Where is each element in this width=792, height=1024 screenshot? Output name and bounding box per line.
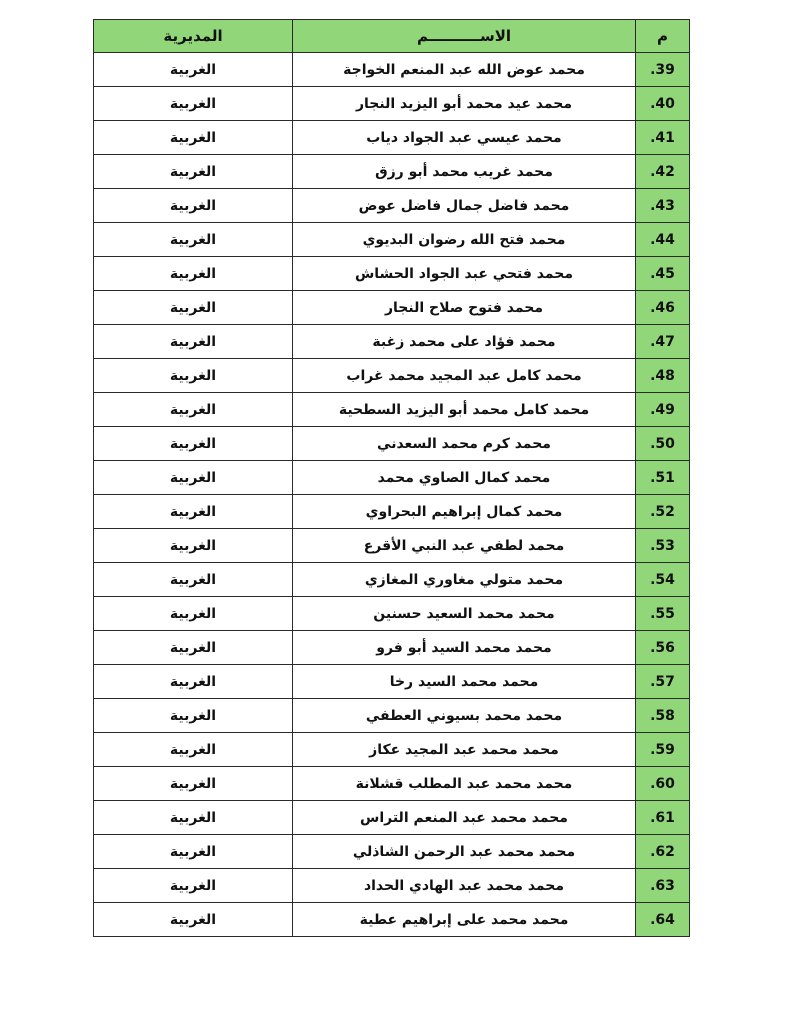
row-directorate: الغربية <box>94 359 293 393</box>
row-number: .56 <box>636 631 690 665</box>
row-name: محمد كامل عبد المجيد محمد غراب <box>293 359 636 393</box>
table-row <box>94 291 690 325</box>
row-name: محمد عوض الله عبد المنعم الخواجة <box>293 53 636 87</box>
row-number: .43 <box>636 189 690 223</box>
row-number: .54 <box>636 563 690 597</box>
row-directorate: الغربية <box>94 427 293 461</box>
row-directorate: الغربية <box>94 733 293 767</box>
table-row <box>94 869 690 903</box>
row-number: .64 <box>636 903 690 937</box>
header-directorate: المديرية <box>94 20 293 53</box>
table-row <box>94 223 690 257</box>
table-row <box>94 393 690 427</box>
row-number: .63 <box>636 869 690 903</box>
table-row <box>94 87 690 121</box>
row-directorate: الغربية <box>94 529 293 563</box>
row-name: محمد محمد عبد الرحمن الشاذلي <box>293 835 636 869</box>
row-directorate: الغربية <box>94 393 293 427</box>
row-directorate: الغربية <box>94 597 293 631</box>
table-row <box>94 53 690 87</box>
row-number: .40 <box>636 87 690 121</box>
row-number: .48 <box>636 359 690 393</box>
row-name: محمد فتوح صلاح النجار <box>293 291 636 325</box>
row-directorate: الغربية <box>94 53 293 87</box>
table-row <box>94 189 690 223</box>
row-number: .49 <box>636 393 690 427</box>
row-name: محمد محمد عبد الهادي الحداد <box>293 869 636 903</box>
row-directorate: الغربية <box>94 461 293 495</box>
table-row <box>94 427 690 461</box>
row-number: .47 <box>636 325 690 359</box>
table-row <box>94 529 690 563</box>
table-row <box>94 801 690 835</box>
row-name: محمد لطفي عبد النبي الأقرع <box>293 529 636 563</box>
row-number: .39 <box>636 53 690 87</box>
row-directorate: الغربية <box>94 155 293 189</box>
row-number: .42 <box>636 155 690 189</box>
row-directorate: الغربية <box>94 563 293 597</box>
table-row <box>94 699 690 733</box>
row-number: .46 <box>636 291 690 325</box>
header-number: م <box>636 20 690 53</box>
header-row <box>94 20 690 53</box>
row-name: محمد كمال الصاوي محمد <box>293 461 636 495</box>
row-name: محمد محمد على إبراهيم عطية <box>293 903 636 937</box>
row-name: محمد متولي مغاوري المغازي <box>293 563 636 597</box>
row-name: محمد غريب محمد أبو رزق <box>293 155 636 189</box>
row-number: .57 <box>636 665 690 699</box>
row-name: محمد فاضل جمال فاضل عوض <box>293 189 636 223</box>
row-directorate: الغربية <box>94 801 293 835</box>
row-name: محمد فتحي عبد الجواد الحشاش <box>293 257 636 291</box>
row-number: .59 <box>636 733 690 767</box>
row-number: .50 <box>636 427 690 461</box>
table-row <box>94 903 690 937</box>
table-row <box>94 835 690 869</box>
row-directorate: الغربية <box>94 257 293 291</box>
table-row <box>94 767 690 801</box>
row-directorate: الغربية <box>94 495 293 529</box>
row-number: .60 <box>636 767 690 801</box>
row-name: محمد محمد عبد المطلب قشلانة <box>293 767 636 801</box>
table-row <box>94 733 690 767</box>
row-directorate: الغربية <box>94 223 293 257</box>
table-row <box>94 359 690 393</box>
row-name: محمد محمد السيد أبو فرو <box>293 631 636 665</box>
row-directorate: الغربية <box>94 121 293 155</box>
table-row <box>94 631 690 665</box>
row-directorate: الغربية <box>94 699 293 733</box>
row-directorate: الغربية <box>94 903 293 937</box>
row-number: .55 <box>636 597 690 631</box>
row-directorate: الغربية <box>94 835 293 869</box>
row-name: محمد كامل محمد أبو اليزيد السطحية <box>293 393 636 427</box>
header-name: الاســــــــــم <box>293 20 636 53</box>
row-name: محمد عيسي عبد الجواد دياب <box>293 121 636 155</box>
row-number: .62 <box>636 835 690 869</box>
row-number: .53 <box>636 529 690 563</box>
table-header <box>94 20 690 53</box>
row-name: محمد عيد محمد أبو اليزيد النجار <box>293 87 636 121</box>
row-directorate: الغربية <box>94 189 293 223</box>
row-name: محمد محمد بسيوني العطفي <box>293 699 636 733</box>
table-row <box>94 495 690 529</box>
row-directorate: الغربية <box>94 767 293 801</box>
row-number: .45 <box>636 257 690 291</box>
row-name: محمد محمد عبد المجيد عكاز <box>293 733 636 767</box>
table-body <box>94 53 690 937</box>
roster-table <box>93 19 690 937</box>
row-name: محمد محمد السيد رخا <box>293 665 636 699</box>
row-directorate: الغربية <box>94 665 293 699</box>
table-row <box>94 155 690 189</box>
row-directorate: الغربية <box>94 869 293 903</box>
row-directorate: الغربية <box>94 631 293 665</box>
row-directorate: الغربية <box>94 291 293 325</box>
row-number: .41 <box>636 121 690 155</box>
row-number: .58 <box>636 699 690 733</box>
table-row <box>94 325 690 359</box>
row-directorate: الغربية <box>94 325 293 359</box>
row-directorate: الغربية <box>94 87 293 121</box>
table-row <box>94 563 690 597</box>
table-row <box>94 597 690 631</box>
row-number: .44 <box>636 223 690 257</box>
table-row <box>94 257 690 291</box>
row-name: محمد محمد السعيد حسنين <box>293 597 636 631</box>
row-name: محمد محمد عبد المنعم التراس <box>293 801 636 835</box>
row-name: محمد كرم محمد السعدني <box>293 427 636 461</box>
row-name: محمد فؤاد على محمد زغبة <box>293 325 636 359</box>
row-name: محمد كمال إبراهيم البحراوي <box>293 495 636 529</box>
row-number: .61 <box>636 801 690 835</box>
row-name: محمد فتح الله رضوان البديوي <box>293 223 636 257</box>
row-number: .52 <box>636 495 690 529</box>
roster-table-container <box>93 19 689 937</box>
row-number: .51 <box>636 461 690 495</box>
table-row <box>94 121 690 155</box>
table-row <box>94 461 690 495</box>
table-row <box>94 665 690 699</box>
